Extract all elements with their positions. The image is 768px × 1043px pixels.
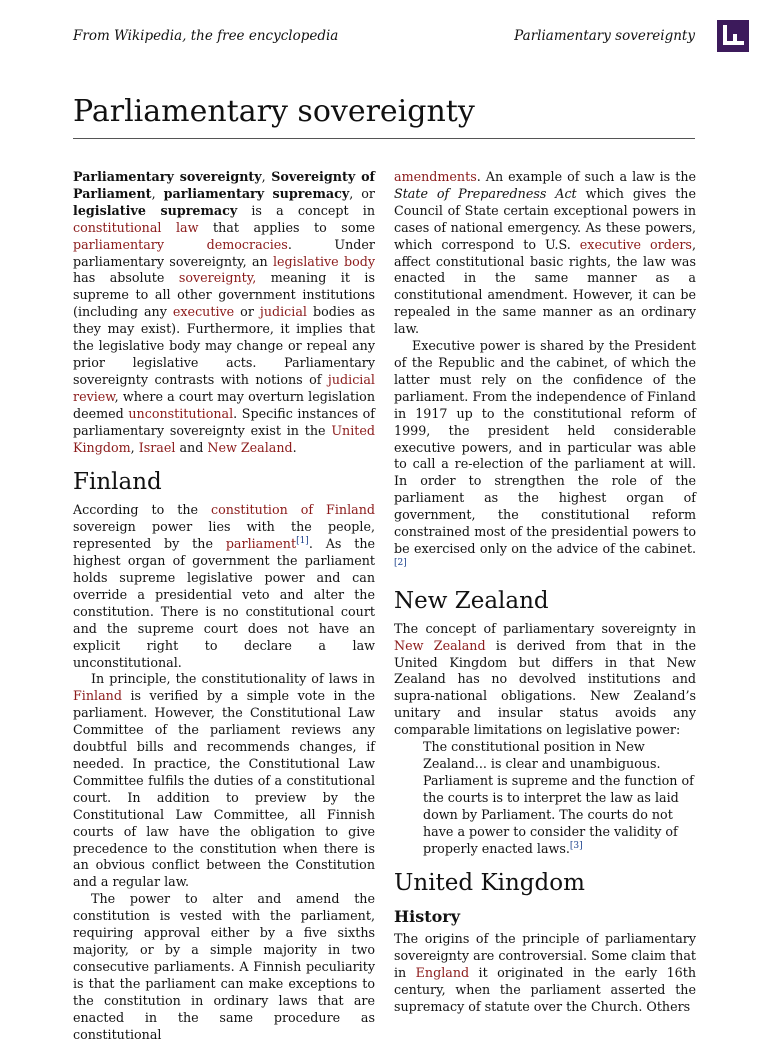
bold-term: legislative supremacy	[73, 202, 238, 218]
section-heading-new-zealand: New Zealand	[394, 587, 549, 614]
finland-paragraph: The power to alter and amend the constitution is vested with the parliament, requiring approval either by a five sixths majority, or by a simple majority in two consecutive parliaments. A Finnish peculiarity is that the parliament can make exceptions to the constitution in ordinary laws that are enacted in the same procedure as constitutional	[73, 891, 375, 1042]
header-running-title: Parliamentary sovereignty	[514, 28, 695, 44]
bold-term: parliamentary supremacy	[163, 185, 350, 201]
link-amendments[interactable]: amendments	[394, 169, 477, 184]
finland-paragraph: Executive power is shared by the President of the Republic and the cabinet, of which the latter must rely on the confidence of the parliament. From the independence of Finland in 1917 up to the constitutional reform of 1999, the president held considerable executive powers, and in particular was able to call a re-election of the parliament at will. In order to strengthen the role of the parliament as the highest organ of government, the constitutional reform constrained most of the presidential powers to be exercised only on the advice of the cabinet.[2]	[394, 338, 696, 568]
intro-paragraph: Parliamentary sovereignty, Sovereignty of Parliament, parliamentary supremacy, or legislative supremacy is a concept in constitutional law that applies to some parliamentary democracies. Under parliamentary sovereignty, an legislative body has absolute sovereignty, meaning it is supreme to all other government institutions (including any executive or judicial bodies as they may exist). Furthermore, it implies that the legislative body may change or repeal any prior legislative acts. Parliamentary sovereignty contrasts with notions of judicial review, where a court may overturn legislation deemed unconstitutional. Specific instances of parliamentary sovereignty exist in the United Kingdom, Israel and New Zealand.	[73, 169, 376, 455]
section-heading-united-kingdom: United Kingdom	[394, 870, 585, 897]
link-judicial-review[interactable]: judicial review	[73, 371, 375, 404]
left-column	[73, 169, 375, 1043]
finland-paragraph: According to the constitution of Finland sovereign power lies with the people, represented by the parliament[1]. As the highest organ of government the parliament holds supreme legislative power and can override a presidential veto and alter the constitution. There is no constitutional court and the supreme court does not have an explicit right to declare a law unconstitutional.	[73, 502, 375, 670]
italic-title: State of Preparedness Act	[394, 185, 577, 201]
page-title: Parliamentary sovereignty	[73, 94, 475, 129]
link-sovereignty[interactable]: sovereignty,	[178, 270, 257, 286]
reference-link[interactable]: [3]	[569, 840, 583, 851]
link-constitution-of-finland[interactable]: constitution of Finland	[210, 502, 375, 518]
link-parliamentary-democracies[interactable]: parliamentary democracies	[73, 236, 288, 252]
block-quote: The constitutional position in New Zealand... is clear and unambiguous. Parliament is supreme and the function of the courts is to interpret the law as laid down by Parliament. The courts do not have a power to consider the validity of properly enacted laws.[3]	[423, 739, 694, 856]
reference-link[interactable]: [1]	[296, 535, 309, 546]
new-zealand-paragraph: The concept of parliamentary sovereignty in New Zealand is derived from that in the United Kingdom but differs in that New Zealand has no devolved institutions and supra-national obligations. New Zealand’s unitary and insular status avoids any comparable limitations on legislative power:	[394, 620, 696, 738]
link-judicial[interactable]: judicial	[259, 304, 307, 320]
link-constitutional-law[interactable]: constitutional law	[73, 219, 199, 235]
link-parliament[interactable]: parliament	[225, 536, 297, 552]
link-israel[interactable]: Israel	[138, 439, 176, 455]
title-divider	[73, 138, 695, 139]
link-unconstitutional[interactable]: unconstitutional	[128, 405, 234, 421]
link-finland[interactable]: Finland	[73, 688, 122, 704]
link-legislative-body[interactable]: legislative body	[272, 253, 376, 269]
link-new-zealand[interactable]: New Zealand	[207, 439, 293, 455]
right-column	[394, 169, 696, 1016]
link-new-zealand[interactable]: New Zealand	[394, 637, 486, 653]
finland-paragraph-continued: amendments. An example of such a law is the State of Preparedness Act which gives the Council of State certain exceptional powers in cases of national emergency. As these powers, which correspond to U.S. executive orders, affect constitutional basic rights, the law was enacted in the same manner as a constitutional amendment. However, it can be repealed in the same manner as an ordinary law.	[394, 169, 696, 337]
subsection-heading-history: History	[394, 907, 460, 927]
bold-term: Sovereignty of Parliament	[73, 169, 375, 201]
wikipedia-logo-icon[interactable]	[717, 20, 749, 52]
finland-paragraph: In principle, the constitutionality of laws in Finland is verified by a simple vote in the parliament. However, the Constitutional Law Committee of the parliament reviews any doubtful bills and recommends changes, if needed. In practice, the Constitutional Law Committee fulfils the duties of a constitutional court. In addition to preview by the Constitutional Law Committee, all Finnish courts of law have the obligation to give precedence to the constitution when there is an obvious conflict between the Constitution and a regular law.	[73, 671, 375, 890]
link-united-kingdom[interactable]: United Kingdom	[73, 422, 375, 455]
bold-term: Parliamentary sovereignty	[73, 169, 262, 184]
link-executive[interactable]: executive	[172, 304, 235, 320]
section-heading-finland: Finland	[73, 469, 162, 496]
link-executive-orders[interactable]: executive orders	[579, 236, 692, 252]
reference-link[interactable]: [2]	[394, 557, 407, 568]
link-england[interactable]: England	[415, 965, 470, 981]
uk-history-paragraph: The origins of the principle of parliamentary sovereignty are controversial. Some claim that in England it originated in the early 16th century, when the parliament asserted the supremacy of statute over the Church. Others	[394, 931, 697, 1015]
header-source: From Wikipedia, the free encyclopedia	[73, 28, 339, 44]
